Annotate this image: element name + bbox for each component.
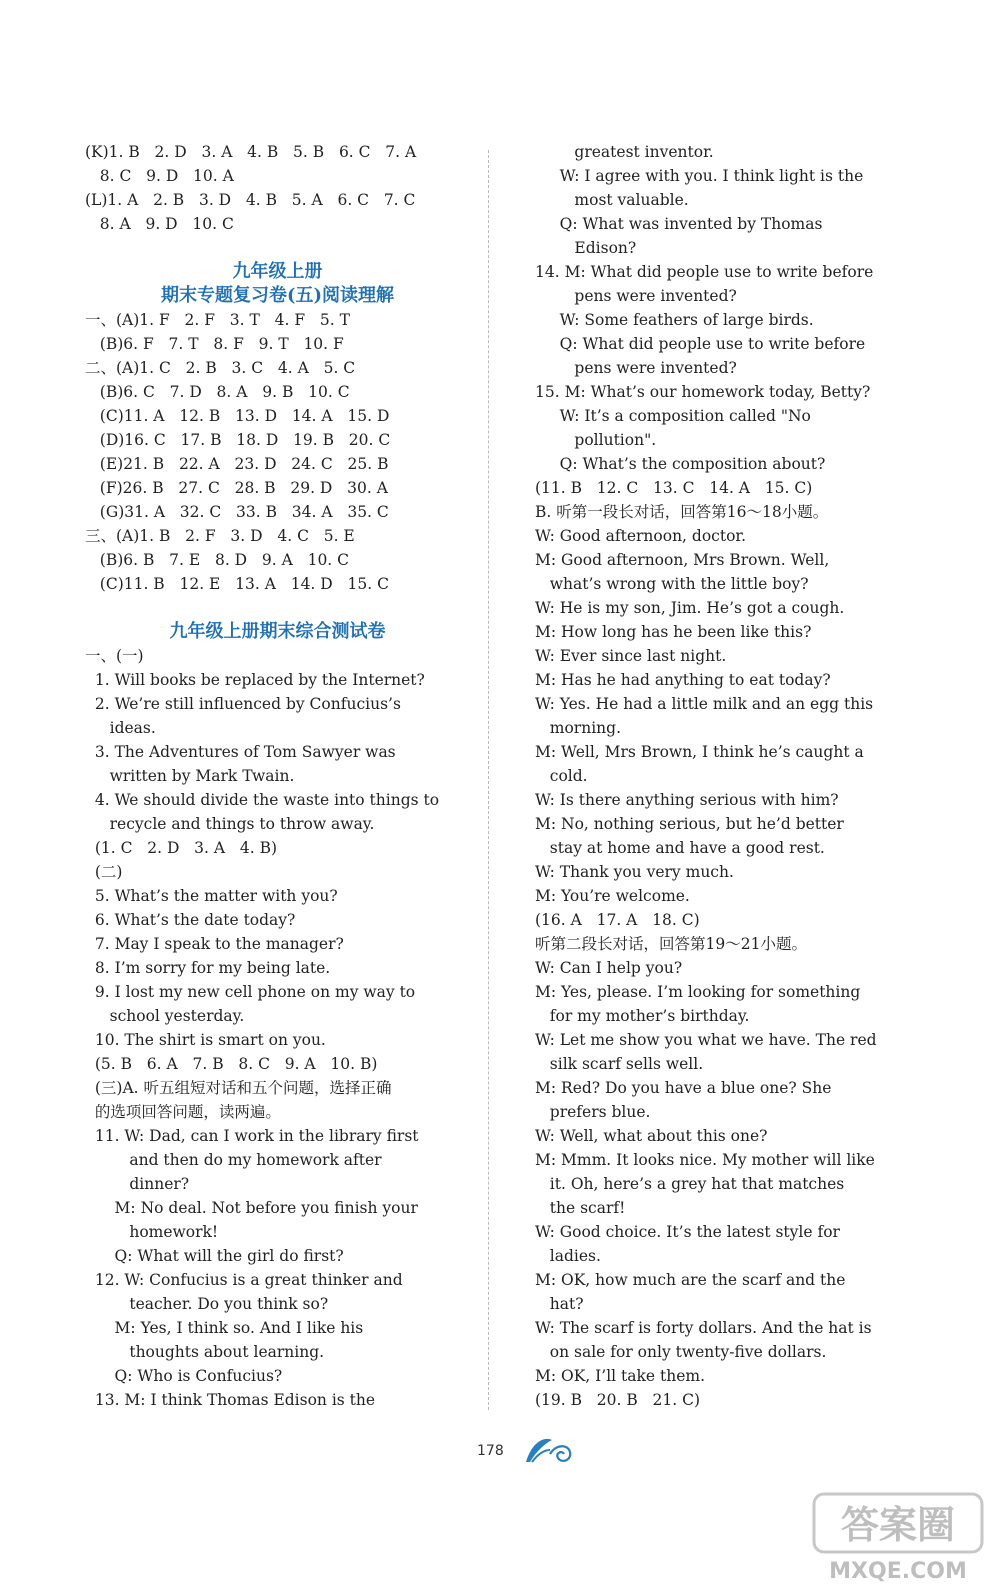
text-line: silk scarf sells well. <box>535 1055 704 1073</box>
text-line: M: Yes, please. I’m looking for something <box>535 983 861 1001</box>
text-line: ideas. <box>85 719 156 737</box>
text-line: W: Is there anything serious with him? <box>535 791 839 809</box>
text-line: dinner? <box>85 1175 190 1193</box>
text-line: 11. W: Dad, can I work in the library first <box>85 1127 419 1145</box>
text-line: (K)1. B 2. D 3. A 4. B 5. B 6. C 7. A <box>85 143 417 161</box>
text-line: M: OK, I’ll take them. <box>535 1367 706 1385</box>
text-line: M: Well, Mrs Brown, I think he’s caught a <box>535 743 864 761</box>
text-line: Q: What’s the composition about? <box>535 455 826 473</box>
text-line: 听第二段长对话，回答第19～21小题。 <box>535 935 807 953</box>
text-line: W: It’s a composition called "No <box>535 407 811 425</box>
text-line: prefers blue. <box>535 1103 651 1121</box>
text-line: W: He is my son, Jim. He’s got a cough. <box>535 599 845 617</box>
text-line: W: Some feathers of large birds. <box>535 311 814 329</box>
text-line: 三、(A)1. B 2. F 3. D 4. C 5. E <box>85 527 355 545</box>
text-line: 7. May I speak to the manager? <box>85 935 344 953</box>
text-line: recycle and things to throw away. <box>85 815 375 833</box>
text-line: M: No, nothing serious, but he’d better <box>535 815 844 833</box>
text-line: school yesterday. <box>85 1007 245 1025</box>
text-line: it. Oh, here’s a grey hat that matches <box>535 1175 845 1193</box>
right-column <box>535 140 890 1412</box>
text-line: W: Ever since last night. <box>535 647 727 665</box>
text-line: on sale for only twenty-five dollars. <box>535 1343 827 1361</box>
section-heading: 九年级上册期末综合测试卷 <box>169 621 386 642</box>
text-line: (三)A. 听五组短对话和五个问题，选择正确 <box>85 1079 392 1097</box>
text-line: 9. I lost my new cell phone on my way to <box>85 983 416 1001</box>
text-line: thoughts about learning. <box>85 1343 325 1361</box>
text-line: 2. We’re still influenced by Confucius’s <box>85 695 401 713</box>
text-line: (F)26. B 27. C 28. B 29. D 30. A <box>85 479 388 497</box>
text-line: (B)6. F 7. T 8. F 9. T 10. F <box>85 335 344 353</box>
text-line: 10. The shirt is smart on you. <box>85 1031 326 1049</box>
left-column <box>85 140 470 1412</box>
text-line: M: Red? Do you have a blue one? She <box>535 1079 832 1097</box>
text-line: W: Good choice. It’s the latest style for <box>535 1223 840 1241</box>
text-line: hat? <box>535 1295 584 1313</box>
text-line: M: You’re welcome. <box>535 887 690 905</box>
text-line: teacher. Do you think so? <box>85 1295 329 1313</box>
text-line: Q: What was invented by Thomas <box>535 215 823 233</box>
text-line: ladies. <box>535 1247 601 1265</box>
text-line: 14. M: What did people use to write before <box>535 263 874 281</box>
text-line: 15. M: What’s our homework today, Betty? <box>535 383 871 401</box>
section-heading: 期末专题复习卷(五)阅读理解 <box>160 285 395 306</box>
svg-text:MXQE.COM: MXQE.COM <box>829 1559 967 1584</box>
text-line: (5. B 6. A 7. B 8. C 9. A 10. B) <box>85 1055 378 1073</box>
text-line: 13. M: I think Thomas Edison is the <box>85 1391 376 1409</box>
text-line: 一、(A)1. F 2. F 3. T 4. F 5. T <box>85 311 350 329</box>
text-line: 8. I’m sorry for my being late. <box>85 959 331 977</box>
text-line: W: Yes. He had a little milk and an egg this <box>535 695 874 713</box>
text-line: for my mother’s birthday. <box>535 1007 750 1025</box>
text-line: pens were invented? <box>535 359 737 377</box>
text-line: written by Mark Twain. <box>85 767 295 785</box>
text-line: W: Well, what about this one? <box>535 1127 768 1145</box>
text-line: 二、(A)1. C 2. B 3. C 4. A 5. C <box>85 359 356 377</box>
text-line: M: Has he had anything to eat today? <box>535 671 831 689</box>
text-line: W: Can I help you? <box>535 959 683 977</box>
text-line: (C)11. A 12. B 13. D 14. A 15. D <box>85 407 390 425</box>
text-line: (1. C 2. D 3. A 4. B) <box>85 839 278 857</box>
text-line: Edison? <box>535 239 637 257</box>
text-line: 5. What’s the matter with you? <box>85 887 338 905</box>
column-divider <box>488 150 489 1410</box>
text-line: 8. C 9. D 10. A <box>85 167 234 185</box>
text-line: pollution". <box>535 431 657 449</box>
spacer <box>85 596 470 620</box>
text-line: (19. B 20. B 21. C) <box>535 1391 701 1409</box>
spacer <box>85 236 470 260</box>
text-line: (B)6. C 7. D 8. A 9. B 10. C <box>85 383 350 401</box>
text-line: 8. A 9. D 10. C <box>85 215 234 233</box>
text-line: morning. <box>535 719 621 737</box>
text-line: M: Yes, I think so. And I like his <box>85 1319 364 1337</box>
text-line: B. 听第一段长对话，回答第16～18小题。 <box>535 503 829 521</box>
text-line: (11. B 12. C 13. C 14. A 15. C) <box>535 479 813 497</box>
text-line: (二) <box>85 863 123 881</box>
text-line: Q: Who is Confucius? <box>85 1367 283 1385</box>
text-line: (L)1. A 2. B 3. D 4. B 5. A 6. C 7. C <box>85 191 416 209</box>
svg-text:答案圈: 答案圈 <box>840 1503 956 1547</box>
text-line: Q: What did people use to write before <box>535 335 866 353</box>
text-line: stay at home and have a good rest. <box>535 839 825 857</box>
text-line: W: I agree with you. I think light is the <box>535 167 864 185</box>
text-line: 4. We should divide the waste into things to <box>85 791 440 809</box>
text-line: most valuable. <box>535 191 689 209</box>
text-line: (B)6. B 7. E 8. D 9. A 10. C <box>85 551 350 569</box>
text-line: (16. A 17. A 18. C) <box>535 911 700 929</box>
text-line: 一、(一) <box>85 647 144 665</box>
text-line: W: The scarf is forty dollars. And the hat is <box>535 1319 872 1337</box>
text-line: W: Let me show you what we have. The red <box>535 1031 877 1049</box>
text-line: M: Mmm. It looks nice. My mother will like <box>535 1151 875 1169</box>
text-line: and then do my homework after <box>85 1151 382 1169</box>
text-line: M: How long has he been like this? <box>535 623 812 641</box>
text-line: (C)11. B 12. E 13. A 14. D 15. C <box>85 575 389 593</box>
text-line: cold. <box>535 767 588 785</box>
text-line: 3. The Adventures of Tom Sawyer was <box>85 743 396 761</box>
leaf-ornament-icon <box>522 1432 574 1466</box>
page-number: 178 <box>477 1443 504 1459</box>
text-line: W: Thank you very much. <box>535 863 734 881</box>
text-line: homework! <box>85 1223 219 1241</box>
text-line: (E)21. B 22. A 23. D 24. C 25. B <box>85 455 389 473</box>
text-line: 1. Will books be replaced by the Internet? <box>85 671 425 689</box>
section-heading: 九年级上册 <box>232 261 323 282</box>
text-line: greatest inventor. <box>535 143 714 161</box>
text-line: (G)31. A 32. C 33. B 34. A 35. C <box>85 503 389 521</box>
text-line: M: No deal. Not before you finish your <box>85 1199 418 1217</box>
watermark-logo <box>808 1486 988 1586</box>
text-line: the scarf! <box>535 1199 626 1217</box>
text-line: 12. W: Confucius is a great thinker and <box>85 1271 403 1289</box>
text-line: W: Good afternoon, doctor. <box>535 527 747 545</box>
text-line: 的选项回答问题，读两遍。 <box>85 1103 281 1121</box>
text-line: Q: What will the girl do first? <box>85 1247 344 1265</box>
text-line: what’s wrong with the little boy? <box>535 575 809 593</box>
text-line: M: Good afternoon, Mrs Brown. Well, <box>535 551 830 569</box>
text-line: M: OK, how much are the scarf and the <box>535 1271 846 1289</box>
text-line: 6. What’s the date today? <box>85 911 296 929</box>
text-line: (D)16. C 17. B 18. D 19. B 20. C <box>85 431 391 449</box>
text-line: pens were invented? <box>535 287 737 305</box>
